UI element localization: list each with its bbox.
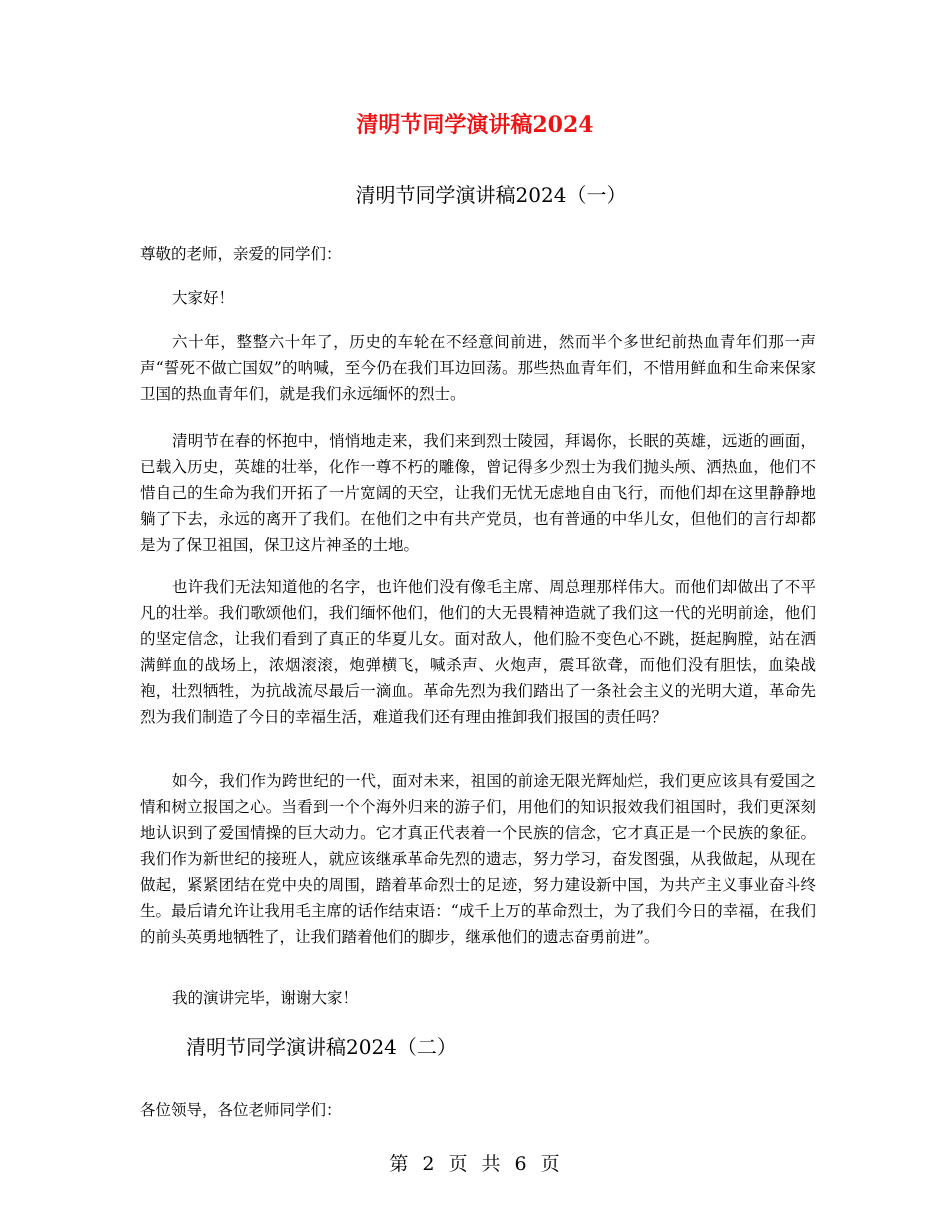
- page-footer: 第 2 页 共 6 页: [389, 1153, 561, 1175]
- closing-line: 我的演讲完毕，谢谢大家！: [172, 989, 359, 1007]
- paragraph-1: 六十年，整整六十年了，历史的车轮在不经意间前进，然而半个多世纪前热血青年们那一声声“誓死不做亡国奴”的呐喊，至今仍在我们耳边回荡。那些热血青年们，不惜用鲜血和生命来保家卫国的热血青年们，就是我们永远缅怀的烈士。: [140, 333, 816, 403]
- paragraph-4: 如今，我们作为跨世纪的一代，面对未来，祖国的前途无限光辉灿烂，我们更应该具有爱国之情和树立报国之心。当看到一个个海外归来的游子们，用他们的知识报效我们祖国时，我们更深刻地认识到了爱国情操的巨大动力。它才真正代表着一个民族的信念，它才真正是一个民族的象征。我们作为新世纪的接班人，就应该继承革命先烈的遗志，努力学习，奋发图强，从我做起，从现在做起，紧紧团结在党中央的周围，踏着革命烈士的足迹，努力建设新中国，为共产主义事业奋斗终生。最后请允许让我用毛主席的话作结束语：“成千上万的革命烈士，为了我们今日的幸福，在我们的前头英勇地牺牲了，让我们踏着他们的脚步，继承他们的遗志奋勇前进”。: [140, 772, 816, 946]
- salutation-1: 尊敬的老师，亲爱的同学们：: [140, 245, 342, 263]
- section-heading-1: 清明节同学演讲稿2024（一）: [355, 183, 627, 207]
- salutation-2: 各位领导，各位老师同学们：: [140, 1101, 342, 1119]
- greeting: 大家好！: [172, 289, 235, 307]
- paragraph-2: 清明节在春的怀抱中，悄悄地走来，我们来到烈士陵园，拜谒你，长眠的英雄，远逝的画面，已载入历史，英雄的壮举，化作一尊不朽的雕像，曾记得多少烈士为我们抛头颅、洒热血，他们不惜自己的生命为我们开拓了一片宽阔的天空，让我们无忧无虑地自由飞行，而他们却在这里静静地躺了下去，永远的离开了我们。在他们之中有共产党员，也有普通的中华儿女，但他们的言行却都是为了保卫祖国，保卫这片神圣的土地。: [140, 432, 816, 554]
- document-title: 清明节同学演讲稿2024: [356, 112, 594, 138]
- section-heading-2: 清明节同学演讲稿2024（二）: [186, 1035, 457, 1059]
- paragraph-3: 也许我们无法知道他的名字，也许他们没有像毛主席、周总理那样伟大。而他们却做出了不平凡的壮举。我们歌颂他们，我们缅怀他们，他们的大无畏精神造就了我们这一代的光明前途，他们的坚定信念，让我们看到了真正的华夏儿女。面对敌人，他们脸不变色心不跳，挺起胸膛，站在洒满鲜血的战场上，浓烟滚滚，炮弹横飞，喊杀声、火炮声，震耳欲聋，而他们没有胆怯，血染战袍，壮烈牺牲，为抗战流尽最后一滴血。革命先烈为我们踏出了一条社会主义的光明大道，革命先烈为我们制造了今日的幸福生活，难道我们还有理由推卸我们报国的责任吗？: [140, 578, 816, 726]
